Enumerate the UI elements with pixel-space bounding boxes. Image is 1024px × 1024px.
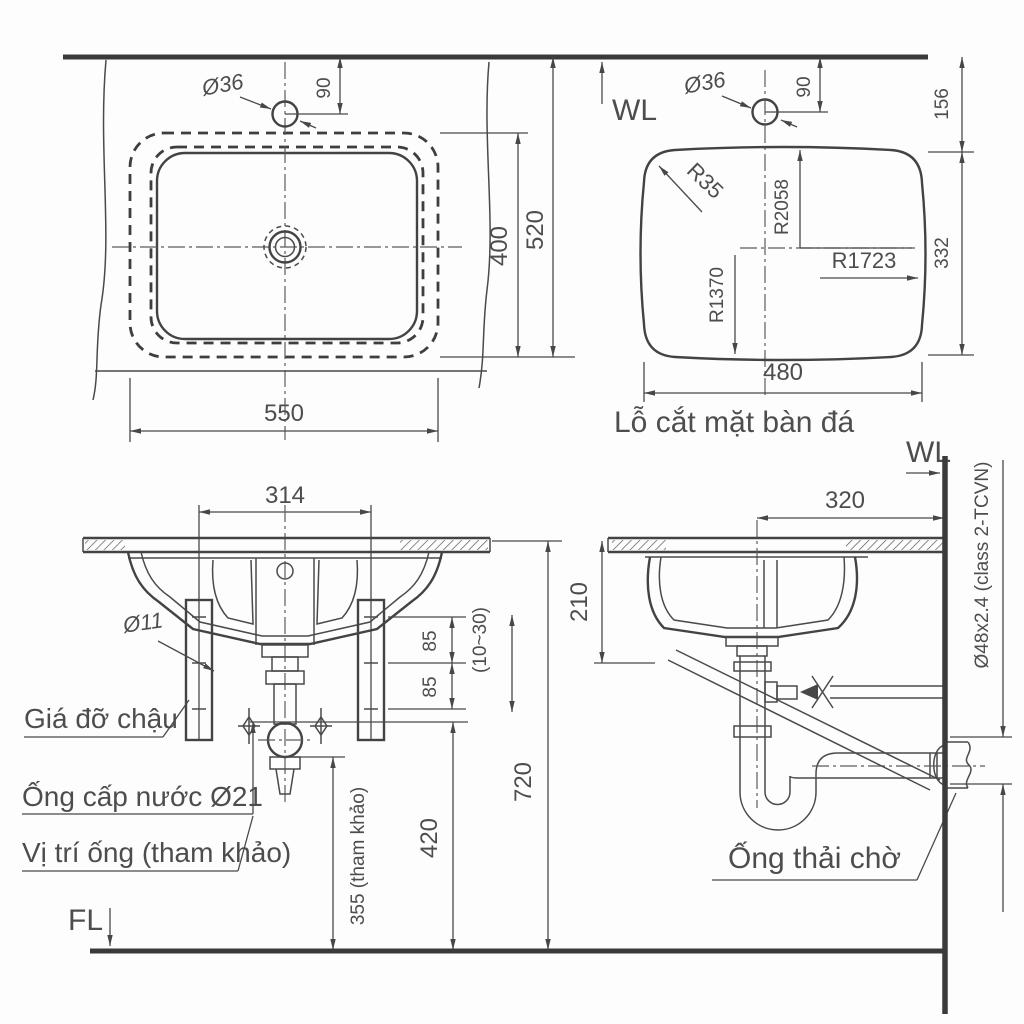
plan-overall-label: 520 xyxy=(522,209,549,251)
cutout-offset-label: 90 xyxy=(794,76,815,98)
supply-label: Ống cấp nước Ø21 xyxy=(22,781,264,812)
plan-offset-label: 90 xyxy=(314,77,335,99)
plan-width-label: 550 xyxy=(263,400,305,427)
pipe-pos-label: Vị trí ống (tham khảo) xyxy=(22,837,292,868)
side-h210-label: 210 xyxy=(566,581,593,623)
bracket-label: Giá đỡ chậu xyxy=(24,703,178,734)
counter-hatch-right xyxy=(400,540,488,550)
counter-hatch-left xyxy=(85,540,125,550)
side-pipe-spec-label: Ø48x2.4 (class 2-TCVN) xyxy=(972,461,993,669)
front-h720-label: 720 xyxy=(510,761,537,803)
r1723-label: R1723 xyxy=(831,248,897,273)
front-bracket-hole-label: Ø11 xyxy=(121,607,165,638)
floor-level-label: FL xyxy=(68,904,104,937)
r2058-label: R2058 xyxy=(772,179,793,235)
front-s85b-label: 85 xyxy=(420,676,441,698)
side-counter-hatch-left xyxy=(612,540,666,550)
wl-label-side: WL xyxy=(906,436,951,469)
waste-label: Ống thải chờ xyxy=(728,842,902,875)
side-counter-hatch-right xyxy=(846,540,943,550)
side-w320-label: 320 xyxy=(824,487,866,514)
front-h355-label: 355 (tham khảo) xyxy=(348,786,369,926)
front-range-label: (10~30) xyxy=(470,606,491,674)
plan-faucet-dia-label: Ø36 xyxy=(200,68,246,101)
front-h420-label: 420 xyxy=(416,817,443,859)
r35-label: R35 xyxy=(682,157,729,204)
front-s85a-label: 85 xyxy=(420,630,441,652)
cutout-faucet-dia-label: Ø36 xyxy=(682,66,728,99)
front-w314-label: 314 xyxy=(264,482,306,509)
cutout-h332-label: 332 xyxy=(932,237,953,269)
plan-depth-label: 400 xyxy=(486,225,513,267)
cutout-w480-label: 480 xyxy=(762,359,804,386)
cutout-caption: Lỗ cắt mặt bàn đá xyxy=(614,406,855,439)
r1370-label: R1370 xyxy=(707,267,728,323)
wl-label-top: WL xyxy=(612,94,657,127)
cutout-h156-label: 156 xyxy=(932,88,953,120)
